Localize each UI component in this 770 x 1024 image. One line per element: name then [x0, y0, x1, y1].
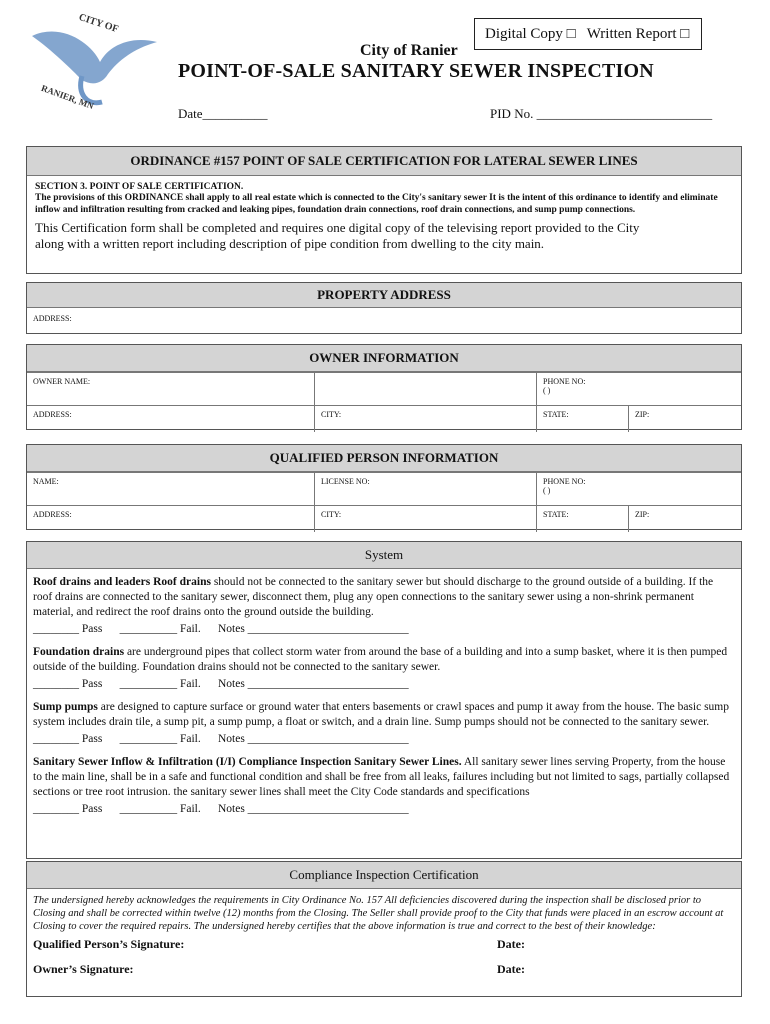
sump-pumps-title: Sump pumps [33, 701, 98, 713]
property-heading: PROPERTY ADDRESS [27, 283, 741, 308]
provisions-text: The provisions of this ORDINANCE shall apply to all real estate which is connected to the City's sanitary sewer It is the intent of this ordinance to identify and eliminate inflow and infiltration resulting from cracked and leaking pipes, foundation drain connections, roof drain connections, and sump pump connections. [35, 193, 718, 215]
seagull-icon [22, 11, 162, 114]
foundation-pass-fail[interactable] [33, 677, 735, 692]
owner-heading: OWNER INFORMATION [27, 345, 741, 372]
owner-city-field[interactable]: CITY: [315, 406, 537, 432]
pid-field[interactable]: PID No. ___________________________ [490, 106, 713, 121]
qualified-zip-field[interactable]: ZIP: [635, 510, 650, 519]
fail-field[interactable]: __________ Fail. [119, 733, 201, 745]
owner-signature-field[interactable]: Owner’s Signature: [33, 962, 134, 976]
qualified-phone-field[interactable] [537, 473, 741, 505]
compliance-section [26, 861, 742, 997]
owner-name-field[interactable]: OWNER NAME: [27, 373, 315, 405]
ordinance-heading: ORDINANCE #157 POINT OF SALE CERTIFICATION FOR LATERAL SEWER LINES [27, 147, 741, 176]
owner-section [26, 344, 742, 430]
roof-pass-fail[interactable] [33, 622, 735, 637]
fail-field[interactable]: __________ Fail. [119, 803, 201, 815]
owner-phone-label: PHONE NO: [543, 377, 586, 386]
pass-field[interactable]: ________ Pass [33, 733, 103, 745]
system-section [26, 541, 742, 859]
qualified-phone-label: PHONE NO: [543, 477, 586, 486]
pass-field[interactable]: ________ Pass [33, 803, 103, 815]
qualified-address-field[interactable]: ADDRESS: [27, 506, 315, 532]
foundation-drains-block [33, 645, 735, 692]
owner-phone-parens: ( ) [543, 386, 551, 395]
compliance-text: The undersigned hereby acknowledges the requirements in City Ordinance No. 157 All deficiencies discovered during the inspection shall be disclosed prior to Closing and shall be corrected within twelve (12) months from the Closing. The Seller shall provide proof to the City that funds were placed in an escrow account at Closing to cover the required repairs. The undersigned hereby certifies that the above information is true and correct to the best of their knowledge: [33, 895, 724, 932]
logo-top-text: CITY OF [77, 11, 120, 36]
city-name: City of Ranier [360, 42, 458, 59]
sump-pumps-block [33, 700, 735, 747]
copy-type-box [474, 18, 702, 50]
certification-text-2: along with a written report including description of pipe condition from dwelling to the city main. [35, 236, 545, 251]
property-section [26, 282, 742, 334]
license-field[interactable]: LICENSE NO: [315, 473, 537, 505]
qualified-city-field[interactable]: CITY: [315, 506, 537, 532]
foundation-drains-title: Foundation drains [33, 646, 125, 658]
qualified-date-field[interactable]: Date: [497, 937, 525, 951]
owner-address-field[interactable]: ADDRESS: [27, 406, 315, 432]
fail-field[interactable]: __________ Fail. [119, 623, 201, 635]
qualified-heading: QUALIFIED PERSON INFORMATION [27, 445, 741, 472]
owner-date-field[interactable]: Date: [497, 962, 525, 976]
inflow-infiltration-block [33, 755, 735, 817]
roof-drains-block [33, 575, 735, 637]
section-title: SECTION 3. POINT OF SALE CERTIFICATION. [35, 182, 244, 192]
owner-state-field[interactable]: STATE: [537, 406, 629, 432]
inflow-pass-fail[interactable] [33, 802, 735, 817]
foundation-drains-text: are underground pipes that collect storm water from around the base of a building and into a sump basket, where it is then pumped outside of the building. Foundation drains should not be connected to the sanitary sewer. [33, 646, 728, 673]
compliance-heading: Compliance Inspection Certification [27, 862, 741, 889]
fail-field[interactable]: __________ Fail. [119, 678, 201, 690]
certification-text-1: This Certification form shall be completed and requires one digital copy of the televising report provided to the City [35, 220, 640, 235]
sump-pumps-text: are designed to capture surface or ground water that enters basements or crawl spaces and pump it away from the house. The basic sump system includes drain tile, a sump pit, a sump pump, a float or switch, and a drain line. Sump pumps should not be connected to the sanitary sewer. [33, 701, 730, 728]
notes-field[interactable]: Notes ____________________________ [217, 803, 409, 815]
owner-zip-field[interactable]: ZIP: [635, 410, 650, 419]
roof-drains-title: Roof drains and leaders Roof drains [33, 576, 211, 588]
pass-field[interactable]: ________ Pass [33, 678, 103, 690]
pass-field[interactable]: ________ Pass [33, 623, 103, 635]
property-address-field[interactable]: ADDRESS: [33, 314, 72, 323]
qualified-signature-field[interactable]: Qualified Person’s Signature: [33, 937, 185, 951]
date-field[interactable]: Date__________ [178, 106, 268, 121]
notes-field[interactable]: Notes ____________________________ [217, 678, 409, 690]
qualified-state-field[interactable]: STATE: [537, 506, 629, 532]
digital-copy-checkbox[interactable]: Digital Copy □ [485, 26, 576, 42]
inflow-title: Sanitary Sewer Inflow & Infiltration (I/I) Compliance Inspection Sanitary Sewer Lines. [33, 756, 462, 768]
notes-field[interactable]: Notes ____________________________ [217, 623, 409, 635]
owner-phone-field[interactable] [537, 373, 741, 405]
logo-bottom-text: RANIER, MN [39, 82, 96, 112]
inflow-text: All sanitary sewer lines serving Property, from the house to the main line, shall be in a safe and functional condition and shall be free from all leaks, failures including but not limited to sags, partially collapsed sections or tree root intrusion. the sanitary sewer lines shall meet the City Code standards and specifications [33, 756, 730, 798]
roof-drains-text: should not be connected to the sanitary sewer but should discharge to the ground outside of a building. If the roof drains are connected to the sanitary sewer, disconnect them, plug any open connections to the sanitary sewer using a non-shrink permanent material, and redirect the roof drains onto the ground outside the building. [33, 576, 714, 618]
system-heading: System [27, 542, 741, 569]
written-report-checkbox[interactable]: Written Report □ [586, 26, 690, 42]
owner-name-blank[interactable] [315, 373, 537, 405]
qualified-section [26, 444, 742, 530]
qualified-phone-parens: ( ) [543, 486, 551, 495]
qualified-name-field[interactable]: NAME: [27, 473, 315, 505]
ordinance-section [26, 146, 742, 274]
sump-pass-fail[interactable] [33, 732, 735, 747]
notes-field[interactable]: Notes ____________________________ [217, 733, 409, 745]
page-title: POINT-OF-SALE SANITARY SEWER INSPECTION [178, 60, 654, 82]
city-seal-logo [22, 11, 162, 114]
